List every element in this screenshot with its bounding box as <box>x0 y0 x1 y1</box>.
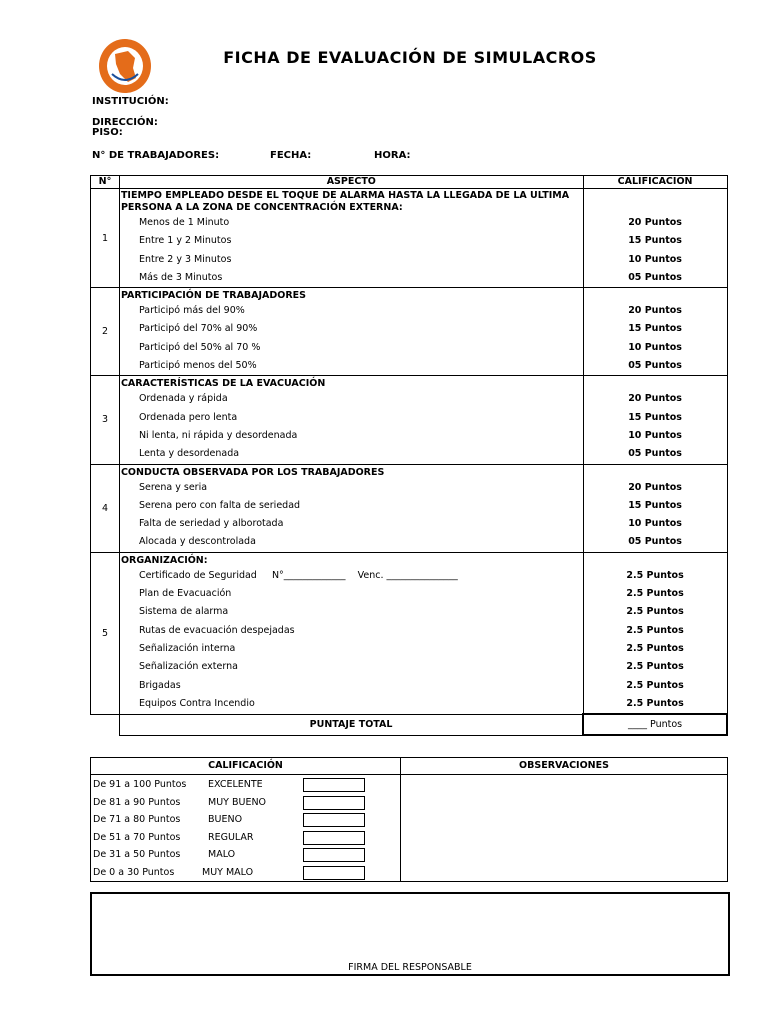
fecha-label: FECHA: <box>270 150 312 161</box>
grade-range: De 91 a 100 Puntos <box>93 779 187 790</box>
section-row <box>91 552 728 714</box>
item-points: 2.5 Puntos <box>626 661 684 673</box>
item-points: 20 Puntos <box>628 217 682 228</box>
grade-label: MALO <box>208 849 236 860</box>
item-points: 2.5 Puntos <box>626 642 684 654</box>
grade-checkbox[interactable] <box>303 831 365 845</box>
item-label: Rutas de evacuación despejadas <box>138 624 295 636</box>
col-calificacion-header: CALIFICACION <box>583 176 727 189</box>
grade-range: De 31 a 50 Puntos <box>93 849 181 860</box>
col-num-header: N° <box>91 176 120 189</box>
item-label: Sistema de alarma <box>138 606 229 618</box>
item-points: 10 Puntos <box>628 253 682 265</box>
grade-range: De 51 a 70 Puntos <box>93 831 181 843</box>
hora-label: HORA: <box>374 150 411 161</box>
item-label: Participó del 50% al 70 % <box>138 341 261 353</box>
item-points: 15 Puntos <box>628 411 682 423</box>
item-points: 2.5 Puntos <box>626 624 684 636</box>
item-label: Falta de seriedad y alborotada <box>138 518 284 530</box>
item-label: Entre 2 y 3 Minutos <box>138 253 232 265</box>
grade-range: De 71 a 80 Puntos <box>93 814 181 825</box>
item-label: Señalización interna <box>138 642 236 654</box>
section-number: 4 <box>91 464 120 552</box>
item-points: 10 Puntos <box>628 518 682 530</box>
item-points: 10 Puntos <box>628 341 682 353</box>
item-label: Ordenada pero lenta <box>138 411 238 423</box>
grade-row <box>91 776 400 794</box>
page-title: FICHA DE EVALUACIÓN DE SIMULACROS <box>223 48 597 67</box>
item-label: Entre 1 y 2 Minutos <box>138 235 232 247</box>
grade-label: MUY MALO <box>202 866 254 878</box>
grade-row <box>91 794 400 812</box>
section-title: CONDUCTA OBSERVADA POR LOS TRABAJADORES <box>120 466 385 478</box>
total-value[interactable]: ____ Puntos <box>583 714 727 735</box>
col-aspecto-header: ASPECTO <box>119 176 583 189</box>
grade-row <box>91 864 400 882</box>
section-title: ORGANIZACIÓN: <box>120 554 208 566</box>
item-points: 2.5 Puntos <box>626 588 684 600</box>
total-label: PUNTAJE TOTAL <box>119 714 583 735</box>
section-row <box>91 288 728 376</box>
grade-checkbox[interactable] <box>303 848 365 862</box>
signature-label: FIRMA DEL RESPONSABLE <box>348 962 472 973</box>
item-label: Participó menos del 50% <box>138 360 257 372</box>
item-points: 05 Puntos <box>628 360 682 372</box>
item-points: 2.5 Puntos <box>626 697 684 709</box>
item-label: Lenta y desordenada <box>138 448 240 460</box>
item-label: Ni lenta, ni rápida y desordenada <box>138 429 298 441</box>
item-points: 05 Puntos <box>628 271 682 283</box>
institucion-label: INSTITUCIÓN: <box>92 96 169 107</box>
grade-row <box>91 846 400 864</box>
item-points: 15 Puntos <box>628 323 682 335</box>
item-label: Participó más del 90% <box>138 305 245 317</box>
grade-label: EXCELENTE <box>208 779 263 790</box>
direccion-label: DIRECCIÓN: <box>92 117 158 128</box>
section-row <box>91 189 728 288</box>
item-label: Plan de Evacuación <box>138 588 232 600</box>
observations-header: OBSERVACIONES <box>401 758 728 775</box>
item-points: 15 Puntos <box>628 235 682 247</box>
item-label: Serena y seria <box>138 481 208 493</box>
section-number: 1 <box>91 189 120 288</box>
signature-box[interactable] <box>90 892 730 976</box>
item-points: 10 Puntos <box>628 429 682 441</box>
item-points: 20 Puntos <box>628 393 682 405</box>
grade-label: MUY BUENO <box>208 796 267 808</box>
grade-checkbox[interactable] <box>303 813 365 827</box>
section-title: TIEMPO EMPLEADO DESDE EL TOQUE DE ALARMA HASTA LA LLEGADA DE LA ULTIMA PERSONA A LA ZONA DE CONCENTRACIÓN EXTERNA: <box>120 190 570 213</box>
section-number: 3 <box>91 376 120 464</box>
item-label: Ordenada y rápida <box>138 393 228 405</box>
trabajadores-label: N° DE TRABAJADORES: <box>92 150 220 161</box>
observations-field[interactable] <box>401 775 728 882</box>
total-row <box>91 714 728 735</box>
grade-checkbox[interactable] <box>303 778 365 792</box>
item-label: Alocada y descontrolada <box>138 536 256 548</box>
evaluation-table <box>90 175 728 736</box>
grade-row <box>91 829 400 847</box>
item-points: 15 Puntos <box>628 499 682 511</box>
section-title: PARTICIPACIÓN DE TRABAJADORES <box>120 290 307 302</box>
item-points: 20 Puntos <box>628 305 682 317</box>
item-points: 2.5 Puntos <box>626 679 684 691</box>
item-label: Más de 3 Minutos <box>138 271 223 283</box>
item-label: Certificado de Seguridad N°_____________ Venc. _______________ <box>138 569 458 581</box>
section-number: 5 <box>91 552 120 714</box>
section-title: CARACTERÍSTICAS DE LA EVACUACIÓN <box>120 378 326 390</box>
item-label: Señalización externa <box>138 661 238 673</box>
section-row <box>91 464 728 552</box>
grade-range: De 81 a 90 Puntos <box>93 796 181 808</box>
item-label: Serena pero con falta de seriedad <box>138 499 301 511</box>
piso-label: PISO: <box>92 127 123 138</box>
item-label: Equipos Contra Incendio <box>138 697 255 709</box>
civil-defense-seal-icon <box>98 38 152 94</box>
grading-header: CALIFICACIÓN <box>91 758 401 775</box>
item-points: 20 Puntos <box>628 481 682 493</box>
section-number: 2 <box>91 288 120 376</box>
item-points: 05 Puntos <box>628 448 682 460</box>
grade-range: De 0 a 30 Puntos <box>93 866 175 878</box>
item-points: 2.5 Puntos <box>626 606 684 618</box>
grade-checkbox[interactable] <box>303 796 365 810</box>
item-label: Participó del 70% al 90% <box>138 323 258 335</box>
grade-checkbox[interactable] <box>303 866 365 880</box>
item-label: Brigadas <box>138 679 181 691</box>
item-points: 2.5 Puntos <box>626 569 684 581</box>
grade-row <box>91 811 400 829</box>
item-points: 05 Puntos <box>628 536 682 548</box>
item-label: Menos de 1 Minuto <box>138 217 230 228</box>
section-row <box>91 376 728 464</box>
grading-table <box>90 757 728 882</box>
grade-label: REGULAR <box>208 831 254 843</box>
grade-label: BUENO <box>208 814 243 825</box>
